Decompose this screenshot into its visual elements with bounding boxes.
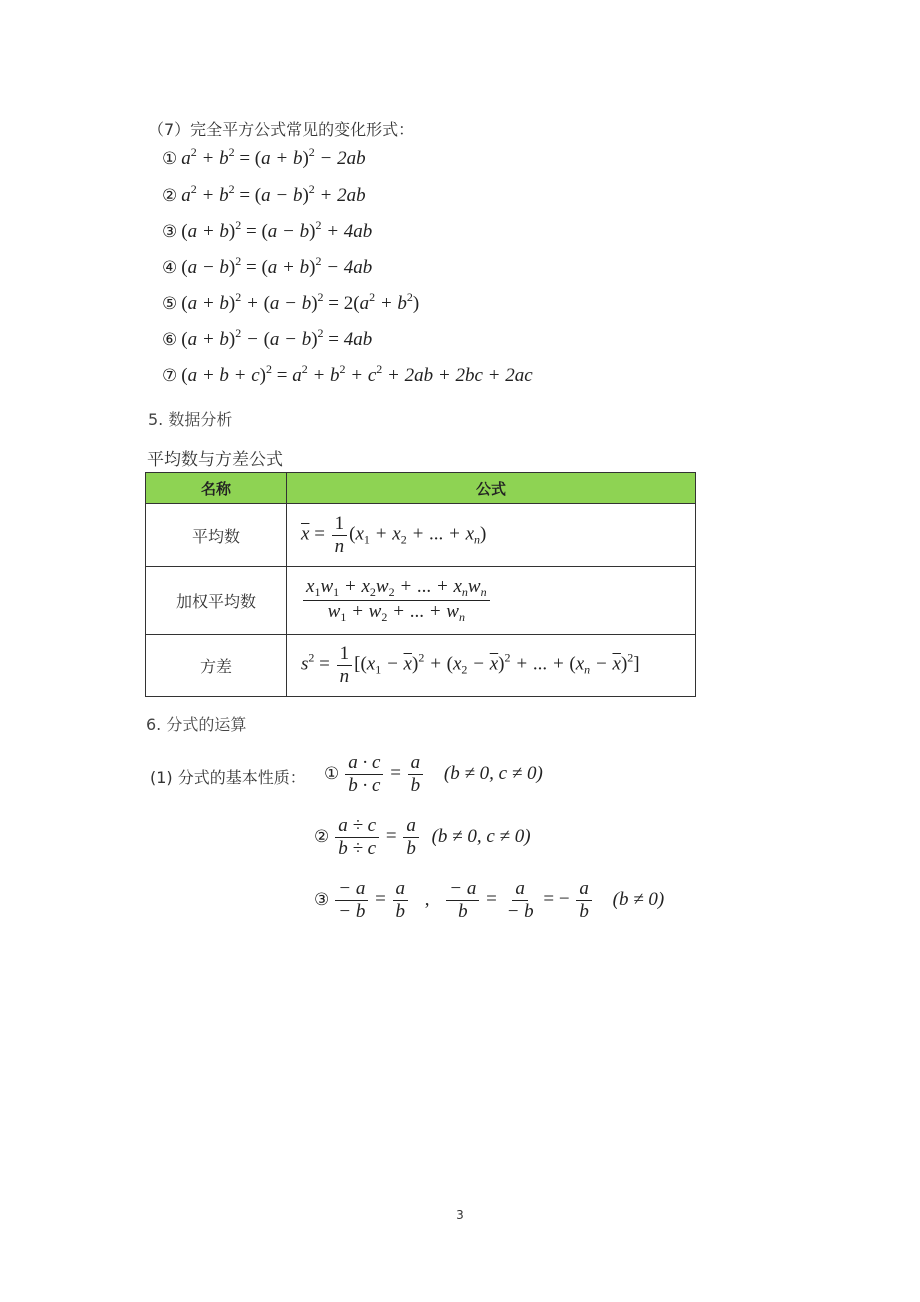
property-marker: ①	[324, 763, 340, 784]
formula-7: ⑦ $(a + b + c)^2 = a^2 + b^2 + c^2 + 2ab + 2bc + 2ac$	[162, 362, 533, 386]
property-3: ③ $\frac{- a}{- b}$ = $\frac{a}{b}$ , $\frac{- a}{b}$ = $\frac{a}{- b}$ = − $\frac{a}{b}$ (b ≠ 0)	[314, 878, 665, 922]
table-row	[146, 504, 696, 567]
formula-marker: ②	[162, 186, 178, 206]
row-formula-mean: $\overline{x}$ = $\frac{1}{n}$ ($x_1 + x_2$ + ... + $x_n$)	[287, 504, 696, 567]
table-caption: 平均数与方差公式	[147, 450, 283, 470]
formula-marker: ①	[162, 149, 178, 169]
property-1: ① $\frac{a \cdot c}{b \cdot c}$ = $\frac{a}{b}$ (b ≠ 0, c ≠ 0)	[324, 752, 543, 796]
table-row	[146, 635, 696, 697]
formula-1: ① $a^2 + b^2 = (a + b)^2 - 2ab$	[162, 145, 366, 169]
row-name-mean: 平均数	[146, 504, 287, 567]
formula-3: ③ $(a + b)^2 = (a - b)^2 + 4ab$	[162, 218, 373, 242]
section-7-heading: （7）完全平方公式常见的变化形式：	[148, 120, 415, 139]
formula-table	[145, 472, 696, 697]
row-formula-variance: $s^2$ = $\frac{1}{n}$ [$(x_1 - \overline{x})^2 + (x_2 - \overline{x})^2$ + ... + $(x_n - \overline{x})^2$]	[287, 635, 696, 697]
header-name: 名称	[146, 473, 287, 504]
section-5-heading: 5. 数据分析	[148, 410, 233, 429]
table-row	[146, 567, 696, 635]
formula-marker: ⑤	[162, 294, 178, 314]
row-name-weighted-mean: 加权平均数	[146, 567, 287, 635]
row-name-variance: 方差	[146, 635, 287, 697]
formula-marker: ③	[162, 222, 178, 242]
property-2: ② $\frac{a \div c}{b \div c}$ = $\frac{a}{b}$ (b ≠ 0, c ≠ 0)	[314, 815, 531, 859]
formula-4: ④ $(a - b)^2 = (a + b)^2 - 4ab$	[162, 254, 373, 278]
formula-6: ⑥ $(a + b)^2 - (a - b)^2 = 4ab$	[162, 326, 373, 350]
table-header-row	[146, 473, 696, 504]
property-marker: ③	[314, 889, 330, 910]
property-marker: ②	[314, 826, 330, 847]
formula-2: ② $a^2 + b^2 = (a - b)^2 + 2ab$	[162, 182, 366, 206]
header-formula: 公式	[287, 473, 696, 504]
formula-marker: ⑥	[162, 330, 178, 350]
property-label: (1) 分式的基本性质：	[150, 768, 306, 787]
formula-5: ⑤ $(a + b)^2 + (a - b)^2 = 2(a^2 + b^2)$	[162, 290, 420, 314]
section-6-heading: 6. 分式的运算	[146, 715, 247, 734]
page-number: 3	[456, 1208, 464, 1222]
formula-marker: ④	[162, 258, 178, 278]
row-formula-weighted-mean: $\frac{x_1w_1 + x_2w_2 + ... + x_nw_n}{w_1 + w_2 + ... + w_n}$	[287, 567, 696, 635]
formula-marker: ⑦	[162, 366, 178, 386]
